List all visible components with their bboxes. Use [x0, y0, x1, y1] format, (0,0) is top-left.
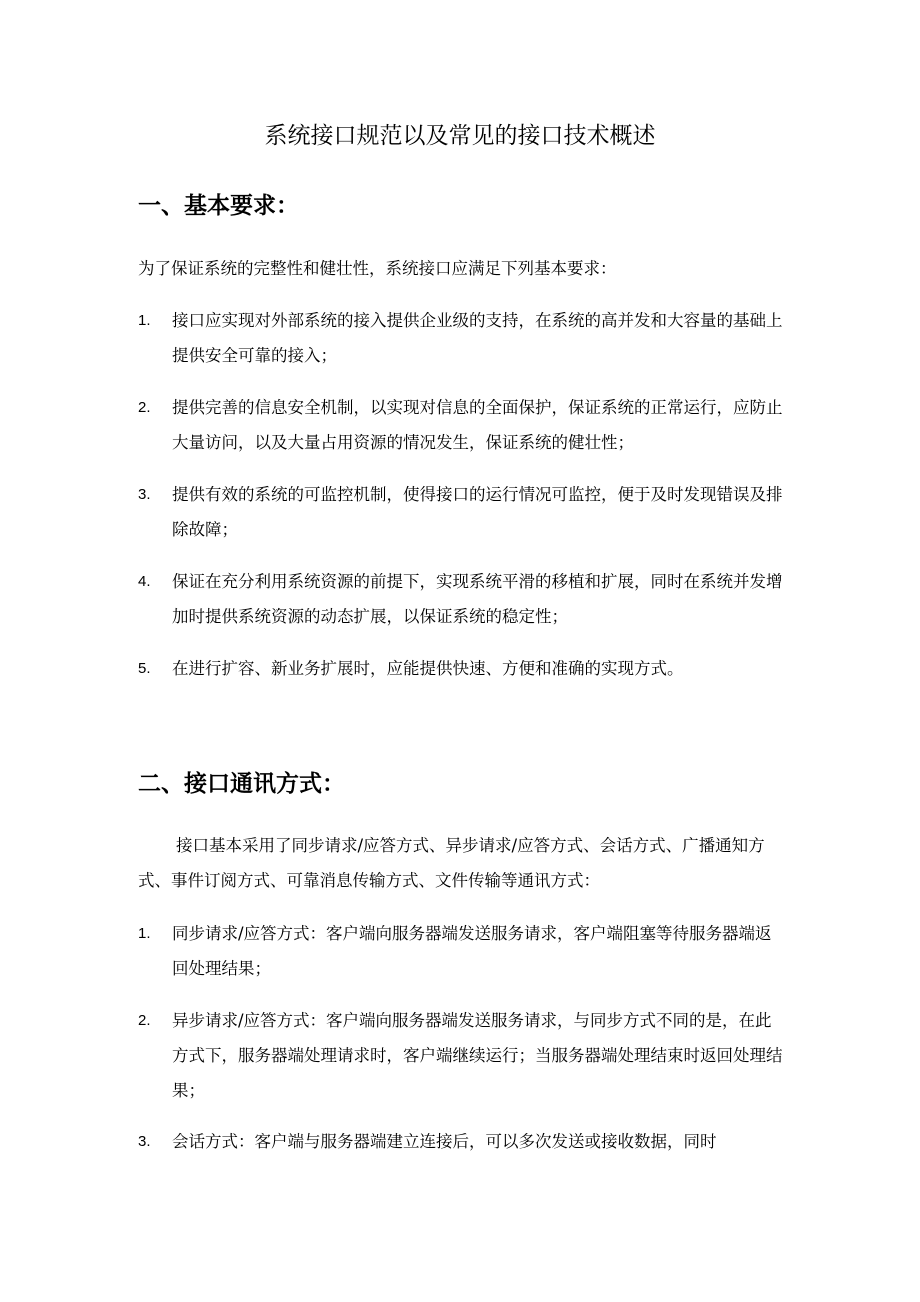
list-item-number: 3.	[138, 1133, 151, 1150]
document-title: 系统接口规范以及常见的接口技术概述	[264, 123, 656, 149]
list-item	[138, 564, 784, 634]
list-item-number: 2.	[138, 399, 151, 416]
list-item-text: 异步请求/应答方式：客户端向服务器端发送服务请求，与同步方式不同的是，在此方式下，服务器端处理请求时，客户端继续运行；当服务器端处理结束时返回处理结果；	[172, 1011, 783, 1100]
list-item-number: 3.	[138, 486, 151, 503]
section-intro: 接口基本采用了同步请求/应答方式、异步请求/应答方式、会话方式、广播通知方式、事件订阅方式、可靠消息传输方式、文件传输等通讯方式：	[138, 836, 765, 890]
list-item-number: 1.	[138, 312, 151, 329]
list-item-text: 在进行扩容、新业务扩展时，应能提供快速、方便和准确的实现方式。	[172, 659, 684, 678]
list-item-number: 2.	[138, 1012, 151, 1029]
list-item-number: 5.	[138, 660, 151, 677]
list-item	[138, 303, 784, 373]
section-heading-basic-requirements: 一、基本要求：	[138, 193, 299, 219]
list-item-text: 同步请求/应答方式：客户端向服务器端发送服务请求，客户端阻塞等待服务器端返回处理结果；	[172, 924, 772, 978]
list-item	[138, 390, 784, 460]
list-item-number: 1.	[138, 925, 151, 942]
list-item	[138, 651, 784, 686]
list-item	[138, 916, 784, 986]
list-item	[138, 1003, 784, 1108]
list-item-number: 4.	[138, 573, 151, 590]
list-item	[138, 477, 784, 547]
section-heading-communication-methods: 二、接口通讯方式：	[138, 771, 345, 797]
list-item	[138, 1124, 784, 1159]
list-item-text: 提供有效的系统的可监控机制，使得接口的运行情况可监控，便于及时发现错误及排除故障；	[172, 485, 783, 539]
section-intro: 为了保证系统的完整性和健壮性，系统接口应满足下列基本要求：	[138, 259, 617, 278]
list-item-text: 提供完善的信息安全机制，以实现对信息的全面保护，保证系统的正常运行，应防止大量访问，以及大量占用资源的情况发生，保证系统的健壮性；	[172, 398, 783, 452]
list-item-text: 保证在充分利用系统资源的前提下，实现系统平滑的移植和扩展，同时在系统并发增加时提供系统资源的动态扩展，以保证系统的稳定性；	[172, 572, 783, 626]
list-item-text: 接口应实现对外部系统的接入提供企业级的支持，在系统的高并发和大容量的基础上提供安全可靠的接入；	[172, 311, 783, 365]
list-item-text: 会话方式：客户端与服务器端建立连接后，可以多次发送或接收数据，同时	[172, 1132, 717, 1151]
